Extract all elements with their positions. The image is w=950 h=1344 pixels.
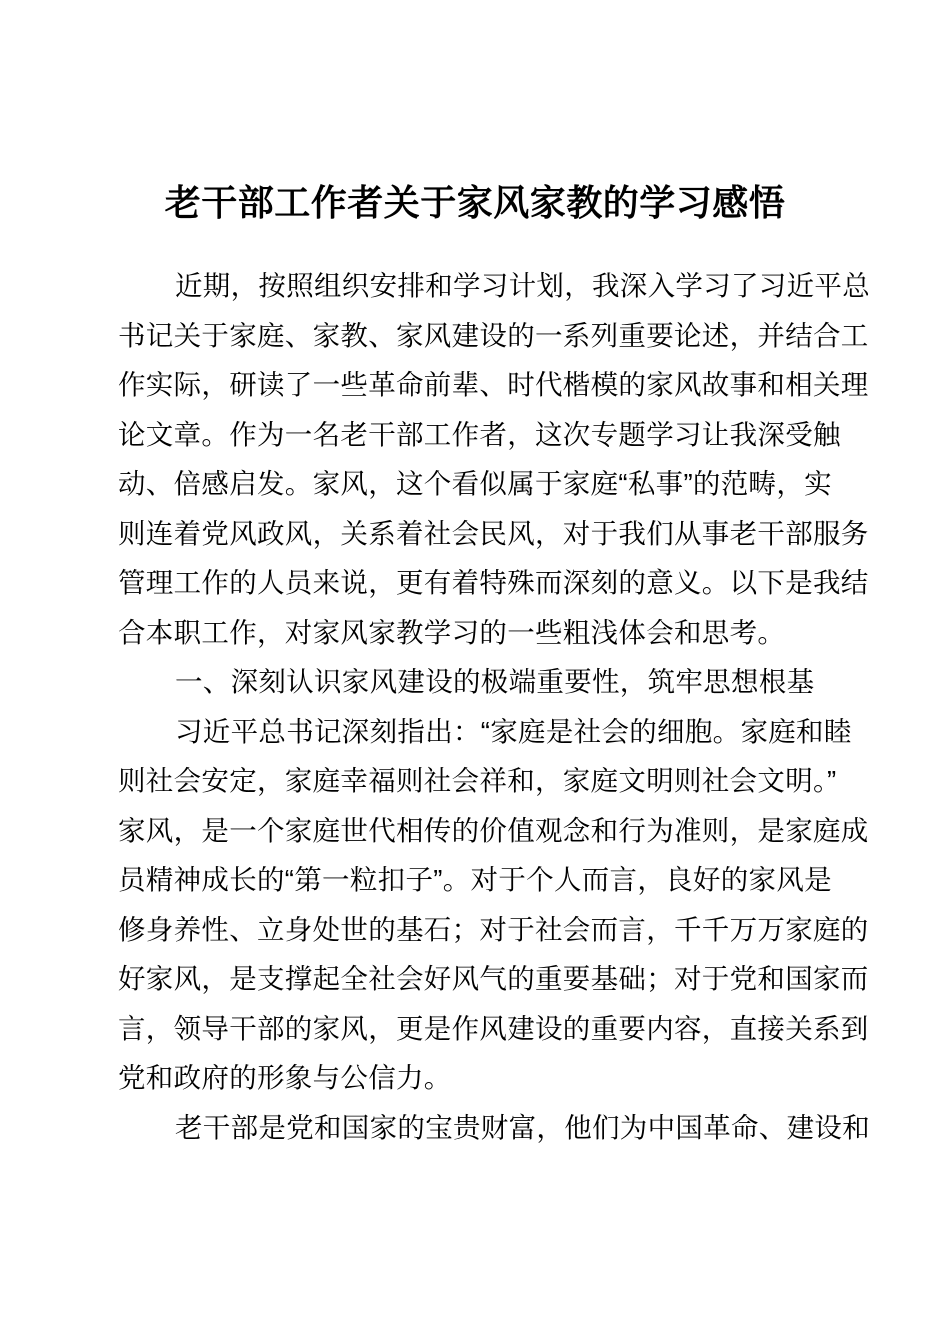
document-body — [118, 261, 870, 1152]
paragraph-2-line-4: 员精神成长的“第一粒扣子”。对于个人而言，良好的家风是 — [118, 864, 832, 895]
document-title: 老干部工作者关于家风家教的学习感悟 — [164, 182, 786, 223]
paragraph-2-line-7: 言，领导干部的家风，更是作风建设的重要内容，直接关系到 — [118, 1012, 869, 1044]
paragraph-2-line-5: 修身养性、立身处世的基石；对于社会而言，千千万万家庭的 — [118, 913, 869, 945]
paragraph-1-line-6: 则连着党风政风，关系着社会民风，对于我们从事老干部服务 — [118, 517, 869, 549]
paragraph-1-line-5: 动、倍感启发。家风，这个看似属于家庭“私事”的范畴，实 — [118, 468, 832, 499]
paragraph-1-line-7: 管理工作的人员来说，更有着特殊而深刻的意义。以下是我结 — [118, 567, 869, 598]
paragraph-2-line-1: 习近平总书记深刻指出：“家庭是社会的细胞。家庭和睦 — [175, 715, 852, 747]
paragraph-1-line-3: 作实际，研读了一些革命前辈、时代楷模的家风故事和相关理 — [118, 369, 869, 400]
paragraph-2-line-6: 好家风，是支撑起全社会好风气的重要基础；对于党和国家而 — [118, 963, 869, 994]
section-heading-1-line-1: 一、深刻认识家风建设的极端重要性，筑牢思想根基 — [175, 666, 815, 697]
paragraph-1-line-1: 近期，按照组织安排和学习计划，我深入学习了习近平总 — [175, 270, 870, 301]
paragraph-1-line-2: 书记关于家庭、家教、家风建设的一系列重要论述，并结合工 — [118, 319, 869, 351]
paragraph-2-line-2: 则社会安定，家庭幸福则社会祥和，家庭文明则社会文明。” — [118, 765, 837, 796]
paragraph-2-line-3: 家风，是一个家庭世代相传的价值观念和行为准则，是家庭成 — [118, 814, 869, 846]
paragraph-2-line-8: 党和政府的形象与公信力。 — [118, 1062, 452, 1093]
paragraph-1-line-4: 论文章。作为一名老干部工作者，这次专题学习让我深受触 — [118, 418, 841, 450]
paragraph-3-line-1: 老干部是党和国家的宝贵财富，他们为中国革命、建设和 — [175, 1111, 870, 1143]
paragraph-1-line-8: 合本职工作，对家风家教学习的一些粗浅体会和思考。 — [118, 616, 786, 648]
